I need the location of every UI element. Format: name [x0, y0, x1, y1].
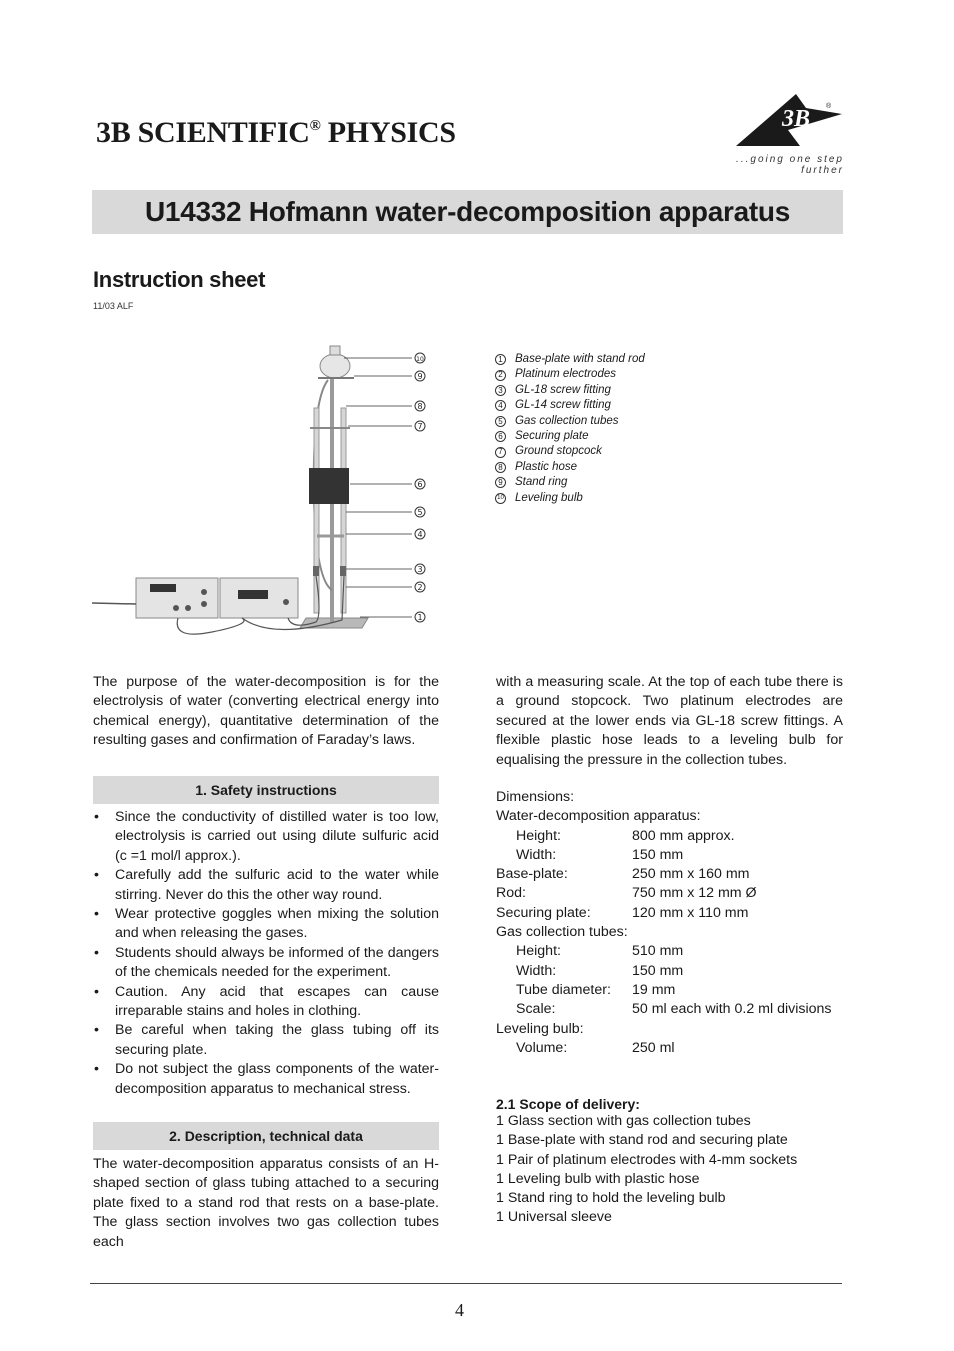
dimension-row	[496, 865, 843, 884]
legend-item: 7 Ground stopcock	[495, 444, 645, 459]
svg-text:9: 9	[417, 372, 423, 381]
list-item: 1 Base-plate with stand rod and securing plate	[496, 1132, 788, 1149]
dimension-key: Base-plate:	[496, 866, 568, 883]
dimension-value: 250 ml	[632, 1039, 675, 1056]
dimension-row	[496, 1000, 843, 1019]
dimension-value: 800 mm approx.	[632, 827, 735, 844]
dimension-row	[496, 923, 843, 942]
legend-item: 2 Platinum electrodes	[495, 367, 645, 382]
dimension-key: Securing plate:	[496, 904, 591, 921]
legend-item: 10 Leveling bulb	[495, 491, 645, 506]
dimension-value: 250 mm x 160 mm	[632, 866, 750, 883]
dimension-value: 510 mm	[632, 943, 684, 960]
legend-item: 3 GL-18 screw fitting	[495, 383, 645, 398]
safety-list	[93, 808, 439, 1099]
description-text-right: with a measuring scale. At the top of each tube there is a ground stopcock. Two platinum electrodes are secured at the lower ends via GL-18 screw fittings. A flexible plastic hose leads to a leveling bulb for equalising the pressure in the collection tubes.	[496, 674, 843, 768]
dimension-key: Width:	[516, 846, 557, 863]
scope-section	[496, 1096, 843, 1228]
figure-legend	[495, 352, 645, 506]
page-number: 4	[455, 1300, 464, 1320]
dimension-key: Tube diameter:	[516, 981, 611, 998]
apparatus-figure	[92, 340, 437, 640]
list-item: • Carefully add the sulfuric acid to the water while stirring. Never do this the other way round.	[93, 866, 439, 905]
svg-text:4: 4	[417, 530, 423, 539]
dimensions-table	[496, 788, 843, 1058]
list-item: • Be careful when taking the glass tubing off its securing plate.	[93, 1021, 439, 1060]
dimension-value: 750 mm x 12 mm Ø	[632, 885, 757, 902]
svg-text:3: 3	[417, 565, 423, 574]
subtitle: Instruction sheet	[93, 267, 266, 292]
svg-text:8: 8	[417, 402, 423, 411]
dimension-value: 50 ml each with 0.2 ml divisions	[632, 1001, 832, 1018]
list-item: • Since the conductivity of distilled water is too low, electrolysis is carried out using dilute sulfuric acid (c =1 mol/l approx.).	[93, 808, 439, 866]
dimension-key: Scale:	[516, 1001, 556, 1018]
footer-divider	[90, 1283, 842, 1284]
doc-code: 11/03 ALF	[93, 301, 134, 311]
dimensions-title: Dimensions:	[496, 789, 575, 805]
dimension-row	[496, 1039, 843, 1058]
dimension-row	[496, 827, 843, 846]
legend-item: 8 Plastic hose	[495, 460, 645, 475]
logo-text: 3B	[782, 106, 811, 132]
svg-text:10: 10	[416, 356, 424, 363]
dimension-key: Gas collection tubes:	[496, 924, 628, 941]
legend-item: 4 GL-14 screw fitting	[495, 398, 645, 413]
svg-text:®: ®	[826, 103, 832, 110]
list-item: • Wear protective goggles when mixing the solution and when releasing the gases.	[93, 905, 439, 944]
list-item: 1 Pair of platinum electrodes with 4-mm sockets	[496, 1151, 798, 1168]
dimension-row	[496, 962, 843, 981]
title-bar	[92, 190, 843, 234]
tagline: ...going one step further	[736, 154, 844, 176]
list-item: • Do not subject the glass components of the water-decomposition apparatus to mechanical stress.	[93, 1060, 439, 1099]
dimension-key: Height:	[516, 827, 561, 844]
description-text-left: The water-decomposition apparatus consists of an H-shaped section of glass tubing attached to a securing plate fixed to a stand rod that rests on a base-plate. The glass section involves two gas collection tubes each	[93, 1156, 439, 1250]
legend-item: 1 Base-plate with stand rod	[495, 352, 645, 367]
scope-heading: 2.1 Scope of delivery:	[496, 1096, 640, 1112]
legend-item: 6 Securing plate	[495, 429, 645, 444]
dimension-value: 150 mm	[632, 846, 684, 863]
dimension-row	[496, 981, 843, 1000]
dimension-key: Width:	[516, 962, 557, 979]
safety-heading: 1. Safety instructions	[93, 776, 439, 804]
list-item: 1 Universal sleeve	[496, 1209, 612, 1226]
list-item: • Caution. Any acid that escapes can cause irreparable stains and holes in clothing.	[93, 983, 439, 1022]
dimension-key: Volume:	[516, 1039, 568, 1056]
svg-text:6: 6	[417, 480, 423, 489]
dimension-row	[496, 884, 843, 903]
legend-item: 9 Stand ring	[495, 475, 645, 490]
svg-text:1: 1	[417, 613, 423, 622]
dimension-row	[496, 904, 843, 923]
list-item: • Students should always be informed of the dangers of the chemicals needed for the experiment.	[93, 944, 439, 983]
dimension-key: Water-decomposition apparatus:	[496, 808, 701, 825]
brand-title: 3B SCIENTIFIC® PHYSICS	[96, 116, 456, 149]
description-heading: 2. Description, technical data	[93, 1122, 439, 1150]
dimension-value: 120 mm x 110 mm	[632, 904, 749, 921]
list-item: 1 Glass section with gas collection tubes	[496, 1113, 751, 1129]
dimension-row	[496, 807, 843, 826]
list-item: 1 Leveling bulb with plastic hose	[496, 1170, 700, 1187]
svg-text:7: 7	[417, 422, 423, 431]
dimension-key: Leveling bulb:	[496, 1020, 584, 1037]
dimension-value: 19 mm	[632, 981, 676, 998]
legend-item: 5 Gas collection tubes	[495, 414, 645, 429]
svg-text:5: 5	[417, 508, 423, 517]
dimension-row	[496, 942, 843, 961]
dimension-value: 150 mm	[632, 962, 684, 979]
dimension-row	[496, 1020, 843, 1039]
dimension-key: Height:	[516, 943, 561, 960]
list-item: 1 Stand ring to hold the leveling bulb	[496, 1190, 726, 1207]
page-title: U14332 Hofmann water-decomposition apparatus	[145, 196, 790, 227]
svg-text:2: 2	[417, 583, 423, 592]
dimension-key: Rod:	[496, 885, 526, 902]
dimension-row	[496, 846, 843, 865]
intro-paragraph: The purpose of the water-decomposition is for the electrolysis of water (converting electrical energy into chemical energy), quantitative determination of the resulting gases and confirmation of Faraday’s laws.	[93, 674, 439, 749]
